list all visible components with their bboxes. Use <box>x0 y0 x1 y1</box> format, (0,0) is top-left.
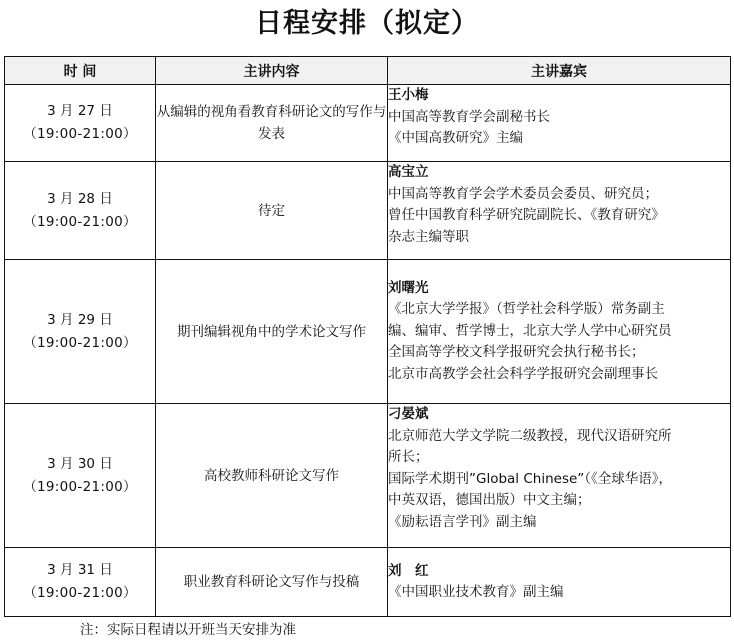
guest-title-line: 编、编审、哲学博士，北京大学人学中心研究员 <box>388 322 672 339</box>
guest-title-line: 全国高等学校文科学报研究会执行秘书长； <box>388 344 645 361</box>
guest-title-line: 杂志主编等职 <box>388 228 469 245</box>
table-header-row <box>5 57 731 85</box>
guest-title-line: 中国高等教育学会副秘书长 <box>388 108 550 125</box>
schedule-table <box>4 56 731 617</box>
session-time: （19:00-21:00） <box>23 213 137 230</box>
guest-title-line: 北京师范大学文学院二级教授，现代汉语研究所 <box>388 427 672 444</box>
session-date: 3 月 31 日 <box>47 562 113 578</box>
topic-cell: 高校教师科研论文写作 <box>156 404 388 548</box>
session-time: （19:00-21:00） <box>23 126 137 142</box>
time-cell <box>5 85 156 162</box>
session-time: （19:00-21:00） <box>23 585 137 601</box>
guest-cell <box>388 404 731 548</box>
header-topic: 主讲内容 <box>156 57 388 85</box>
guest-title-line: 北京市高教学会社会科学学报研究会副理事长 <box>388 365 658 382</box>
table-row <box>5 162 731 260</box>
guest-title-line: 国际学术期刊”Global Chinese”（《全球华语》， <box>388 470 673 487</box>
time-cell <box>5 260 156 404</box>
guest-name: 刘 红 <box>388 562 429 579</box>
session-date: 3 月 30 日 <box>47 455 113 472</box>
guest-title-line: 所长； <box>388 449 429 465</box>
topic-cell: 期刊编辑视角中的学术论文写作 <box>156 260 388 404</box>
table-row <box>5 404 731 548</box>
session-time: （19:00-21:00） <box>23 334 137 351</box>
topic-cell: 待定 <box>156 162 388 260</box>
session-date: 3 月 28 日 <box>47 190 113 207</box>
table-row <box>5 548 731 617</box>
guest-cell <box>388 85 731 162</box>
topic-cell: 从编辑的视角看教育科研论文的写作与发表 <box>156 85 388 162</box>
time-cell <box>5 404 156 548</box>
guest-name: 刁晏斌 <box>388 406 429 422</box>
guest-title-line: 中英双语，德国出版）中文主编； <box>388 492 591 508</box>
guest-cell <box>388 260 731 404</box>
guest-title-line: 《中国职业技术教育》副主编 <box>388 584 564 600</box>
guest-title-line: 《北京大学学报》（哲学社会科学版）常务副主 <box>388 301 665 318</box>
guest-name: 王小梅 <box>388 87 429 103</box>
table-row <box>5 260 731 404</box>
table-row <box>5 85 731 162</box>
topic-cell: 职业教育科研论文写作与投稿 <box>156 548 388 617</box>
guest-title-line: 中国高等教育学会学术委员会委员、研究员； <box>388 185 658 202</box>
time-cell <box>5 548 156 617</box>
session-date: 3 月 29 日 <box>47 311 113 328</box>
guest-title-line: 曾任中国教育科学研究院副院长、《教育研究》 <box>388 207 665 223</box>
guest-title-line: 《中国高教研究》主编 <box>388 130 523 146</box>
guest-name: 刘曙光 <box>388 279 429 296</box>
time-cell <box>5 162 156 260</box>
guest-cell <box>388 548 731 617</box>
guest-cell <box>388 162 731 260</box>
header-time: 时 间 <box>5 57 156 85</box>
footnote: 注：实际日程请以开班当天安排为准 <box>80 622 296 638</box>
guest-name: 高宝立 <box>388 164 429 180</box>
page-title: 日程安排（拟定） <box>255 8 479 39</box>
guest-title-line: 《励耘语言学刊》副主编 <box>388 513 537 530</box>
session-time: （19:00-21:00） <box>23 478 137 495</box>
session-date: 3 月 27 日 <box>47 103 113 119</box>
header-guest: 主讲嘉宾 <box>388 57 731 85</box>
